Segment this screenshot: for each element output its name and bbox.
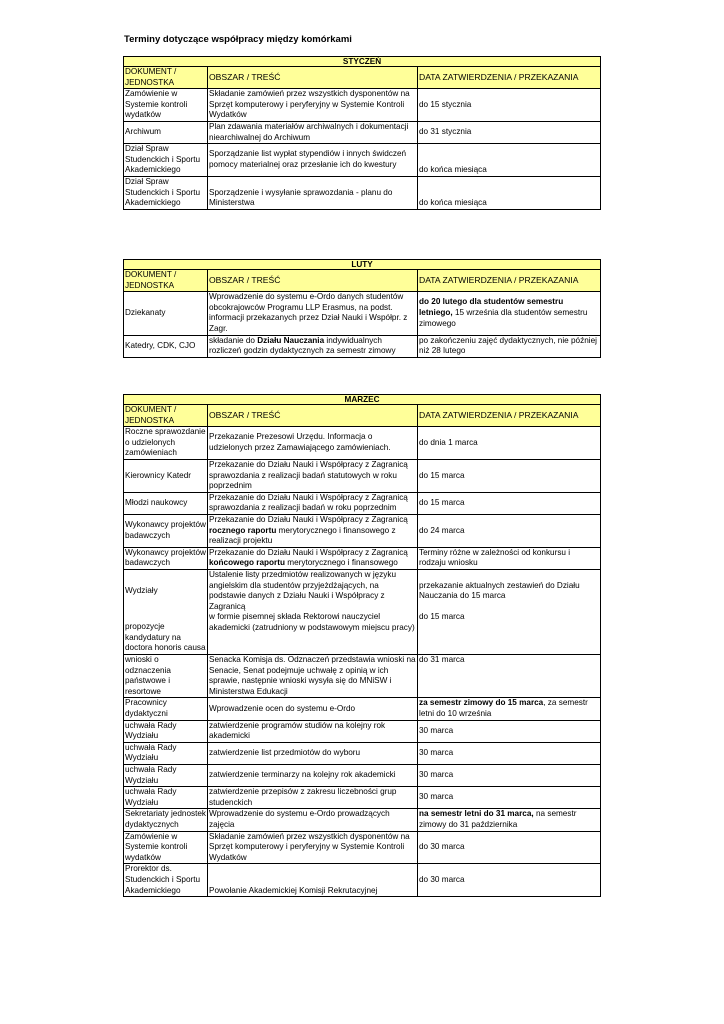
date-cell (418, 655, 601, 698)
content-cell (208, 742, 418, 764)
unit-cell: Zamówienie w Systemie kontroli wydatków (124, 831, 208, 864)
unit-cell: Dziekanaty (124, 292, 208, 335)
header-approval-date: DATA ZATWIERDZENIA / PRZEKAZANIA (418, 67, 601, 89)
date-text: 30 marca (419, 792, 454, 802)
content-cell (208, 292, 418, 335)
date-text: 30 marca (419, 748, 454, 758)
table-row (124, 292, 601, 335)
unit-cell: Wydziały (124, 569, 208, 612)
date-text: Terminy różne w zależności od konkursu i rodzaju wniosku (419, 547, 571, 568)
month-header-row (124, 57, 601, 67)
month-name: LUTY (124, 260, 601, 270)
month-name: MARZEC (124, 395, 601, 405)
date-text: do 15 marca (419, 470, 465, 480)
table-row (124, 547, 601, 569)
content-cell (208, 569, 418, 612)
content-cell (208, 492, 418, 514)
content-text: Przekazanie do Działu Nauki i Współpracy z Zagranicą (209, 547, 408, 557)
header-approval-date: DATA ZATWIERDZENIA / PRZEKAZANIA (418, 405, 601, 427)
date-cell (418, 121, 601, 143)
table-marzec (123, 394, 601, 897)
date-cell (418, 547, 601, 569)
content-cell (208, 427, 418, 460)
date-cell (418, 742, 601, 764)
unit-cell: Dział Spraw Studenckich i Sportu Akademickiego (124, 144, 208, 177)
content-cell (208, 831, 418, 864)
unit-cell: Roczne sprawozdanie o udzielonych zamówieniach (124, 427, 208, 460)
date-text: do 15 marca (419, 498, 465, 508)
table-row (124, 787, 601, 809)
month-header-row (124, 260, 601, 270)
content-text: Składanie zamówień przez wszystkich dysponentów na Sprzęt komputerowy i peryferyjny w Systemie Kontroli Wydatków (209, 831, 410, 862)
content-text: Sporządzanie list wypłat stypendiów i innych świdczeń pomocy materialnej oraz przesłanie ich do kwestury (209, 149, 407, 170)
date-text: 30 marca (419, 725, 454, 735)
content-text: końcowego raportu (209, 558, 285, 568)
content-text: Plan zdawania materiałów archiwalnych i dokumentacji niearchiwalnej do Archiwum (209, 121, 409, 142)
table-row (124, 492, 601, 514)
date-cell (418, 864, 601, 897)
unit-cell: Zamówienie w Systemie kontroli wydatków (124, 89, 208, 122)
content-text: Wprowadzenie ocen do systemu e-Ordo (209, 703, 356, 713)
content-text: Senacka Komisja ds. Odznaczeń przedstawia wnioski na Senacie, Senat podejmuje uchwałę z opinią w ich sprawie, następnie wnioski wysyła się do MNiSW i Ministerstwa Edukacji (209, 655, 416, 696)
date-cell (418, 176, 601, 209)
date-text: do 15 marca (419, 612, 465, 622)
date-cell (418, 427, 601, 460)
content-cell (208, 144, 418, 177)
content-text: Składanie zamówień przez wszystkich dysponentów na Sprzęt komputerowy i peryferyjny w Systemie Kontroli Wydatków (209, 89, 410, 120)
content-text: merytorycznego i finansowego z realizacji projektu (209, 525, 396, 546)
content-cell (208, 459, 418, 492)
date-text: do 24 marca (419, 525, 465, 535)
table-row (124, 809, 601, 831)
content-text: Ustalenie listy przedmiotów realizowanych w języku angielskim dla studentów przyjeżdżających, na podstawie danych z Działu Nauki i Współpracy z Zagranicą (209, 569, 397, 611)
document-title: Terminy dotyczące współpracy między komórkami (124, 34, 352, 45)
date-text: na semestr letni do 31 marca, (419, 809, 534, 819)
date-text: do 30 marca (419, 874, 465, 884)
date-cell (418, 787, 601, 809)
content-text: w formie pisemnej składa Rektorowi nauczyciel akademicki (zatrudniony w podstawowym miejscu pracy) (209, 612, 415, 632)
content-cell (208, 720, 418, 742)
unit-cell: Katedry, CDK, CJO (124, 335, 208, 357)
unit-cell: Wykonawcy projektów badawczych (124, 514, 208, 547)
date-cell (418, 809, 601, 831)
content-text: Działu Nauczania (257, 335, 325, 345)
unit-cell: Dział Spraw Studenckich i Sportu Akademickiego (124, 176, 208, 209)
table-luty (123, 259, 601, 358)
date-cell (418, 292, 601, 335)
unit-cell: uchwała Rady Wydziału (124, 742, 208, 764)
month-header-row (124, 395, 601, 405)
unit-cell: uchwała Rady Wydziału (124, 787, 208, 809)
header-document-unit: DOKUMENT / JEDNOSTKA (124, 67, 208, 89)
header-area-content: OBSZAR / TREŚĆ (208, 67, 418, 89)
date-cell (418, 569, 601, 612)
content-text: Przekazanie do Działu Nauki i Współpracy z Zagranicą sprawozdania z realizacji badań statutowych w roku poprzednim (209, 459, 408, 491)
content-cell (208, 698, 418, 720)
date-text: za semestr zimowy do 15 marca (419, 698, 544, 708)
table-row (124, 742, 601, 764)
date-cell (418, 765, 601, 787)
date-text: przekazanie aktualnych zestawień do Działu Nauczania do 15 marca (419, 580, 580, 601)
table-row (124, 459, 601, 492)
content-text: Powołanie Akademickiej Komisji Rekrutacyjnej (209, 885, 378, 895)
unit-cell: Sekretariaty jednostek dydaktycznych (124, 809, 208, 831)
date-cell (418, 144, 601, 177)
content-cell (208, 514, 418, 547)
unit-cell: Młodzi naukowcy (124, 492, 208, 514)
table-row (124, 121, 601, 143)
date-cell (418, 612, 601, 654)
content-cell (208, 547, 418, 569)
content-cell (208, 809, 418, 831)
unit-cell: Wykonawcy projektów badawczych (124, 547, 208, 569)
month-name: STYCZEŃ (124, 57, 601, 67)
date-text: do 15 stycznia (419, 99, 472, 109)
unit-cell: wnioski o odznaczenia państwowe i resortowe (124, 655, 208, 698)
content-text: zatwierdzenie przepisów z zakresu liczebności grup studenckich (209, 787, 397, 807)
content-text: zatwierdzenie terminarzy na kolejny rok akademicki (209, 770, 396, 780)
date-cell (418, 720, 601, 742)
date-text: do końca miesiąca (419, 165, 487, 175)
date-text: do końca miesiąca (419, 198, 487, 208)
content-text: Wprowadzenie do systemu e-Ordo prowadzących zajęcia (209, 809, 390, 829)
unit-cell: Prorektor ds. Studenckich i Sportu Akademickiego (124, 864, 208, 897)
content-cell (208, 89, 418, 122)
unit-cell: Archiwum (124, 121, 208, 143)
table-row (124, 612, 601, 654)
date-text: 30 marca (419, 770, 454, 780)
content-text: zatwierdzenie programów studiów na kolejny rok akademicki (209, 720, 386, 741)
content-text: rocznego raportu (209, 525, 277, 535)
date-text: 15 września dla studentów semestru zimowego (419, 308, 588, 328)
content-text: Sporządzenie i wysyłanie sprawozdania - planu do Ministerstwa (209, 187, 393, 208)
content-text: zatwierdzenie list przedmiotów do wyboru (209, 748, 361, 758)
table-row (124, 89, 601, 122)
column-header-row (124, 405, 601, 427)
header-document-unit: DOKUMENT / JEDNOSTKA (124, 405, 208, 427)
table-row (124, 765, 601, 787)
date-text: do 31 marca (419, 655, 465, 665)
unit-cell: Pracownicy dydaktyczni (124, 698, 208, 720)
table-row (124, 514, 601, 547)
content-cell (208, 864, 418, 897)
content-cell (208, 655, 418, 698)
table-row (124, 720, 601, 742)
content-cell (208, 121, 418, 143)
table-row (124, 655, 601, 698)
content-text: Przekazanie do Działu Nauki i Współpracy z Zagranicą sprawozdania z realizacji badań w roku poprzednim (209, 492, 408, 513)
content-cell (208, 787, 418, 809)
date-text: do dnia 1 marca (419, 437, 478, 447)
date-text: do 30 marca (419, 842, 465, 852)
table-row (124, 176, 601, 209)
date-cell (418, 89, 601, 122)
date-text: , za semestr letni do 10 września (419, 698, 588, 719)
date-cell (418, 335, 601, 357)
content-text: Przekazanie do Działu Nauki i Współpracy z Zagranicą (209, 514, 408, 524)
content-cell (208, 765, 418, 787)
date-text: do 31 stycznia (419, 127, 472, 137)
date-text: do 20 lutego dla studentów semestru letniego, (419, 297, 564, 318)
table-styczen (123, 56, 601, 210)
unit-cell: Kierownicy Katedr (124, 459, 208, 492)
header-document-unit: DOKUMENT / JEDNOSTKA (124, 270, 208, 292)
table-row (124, 831, 601, 864)
content-cell (208, 612, 418, 654)
date-cell (418, 514, 601, 547)
content-text: Przekazanie Prezesowi Urzędu. Informacja o udzielonych przez Zamawiającego zamówieniach. (209, 432, 391, 453)
date-cell (418, 698, 601, 720)
column-header-row (124, 270, 601, 292)
table-row (124, 427, 601, 460)
table-row (124, 864, 601, 897)
content-text: Wprowadzenie do systemu e-Ordo danych studentów obcokrajowców Programu LLP Erasmus, na podst. informacji przekazanych przez Dział Nauki i Współpr. z Zagr. (209, 292, 408, 333)
unit-cell: propozycje kandydatury na doctora honoris causa (124, 612, 208, 654)
date-cell (418, 459, 601, 492)
table-row (124, 569, 601, 612)
content-text: indywidualnych rozliczeń godzin dydaktycznych za semestr zimowy (209, 335, 396, 356)
column-header-row (124, 67, 601, 89)
header-area-content: OBSZAR / TREŚĆ (208, 270, 418, 292)
content-cell (208, 335, 418, 357)
header-approval-date: DATA ZATWIERDZENIA / PRZEKAZANIA (418, 270, 601, 292)
table-row (124, 698, 601, 720)
unit-cell: uchwała Rady Wydziału (124, 765, 208, 787)
content-cell (208, 176, 418, 209)
content-text: merytorycznego i finansowego (284, 558, 398, 568)
date-text: na semestr zimowy do 31 października (419, 809, 577, 829)
unit-cell: uchwała Rady Wydziału (124, 720, 208, 742)
header-area-content: OBSZAR / TREŚĆ (208, 405, 418, 427)
table-row (124, 335, 601, 357)
table-row (124, 144, 601, 177)
date-text: po zakończeniu zajęć dydaktycznych, nie później niż 28 lutego (419, 335, 597, 356)
date-cell (418, 831, 601, 864)
content-text: składanie do (209, 335, 258, 345)
date-cell (418, 492, 601, 514)
